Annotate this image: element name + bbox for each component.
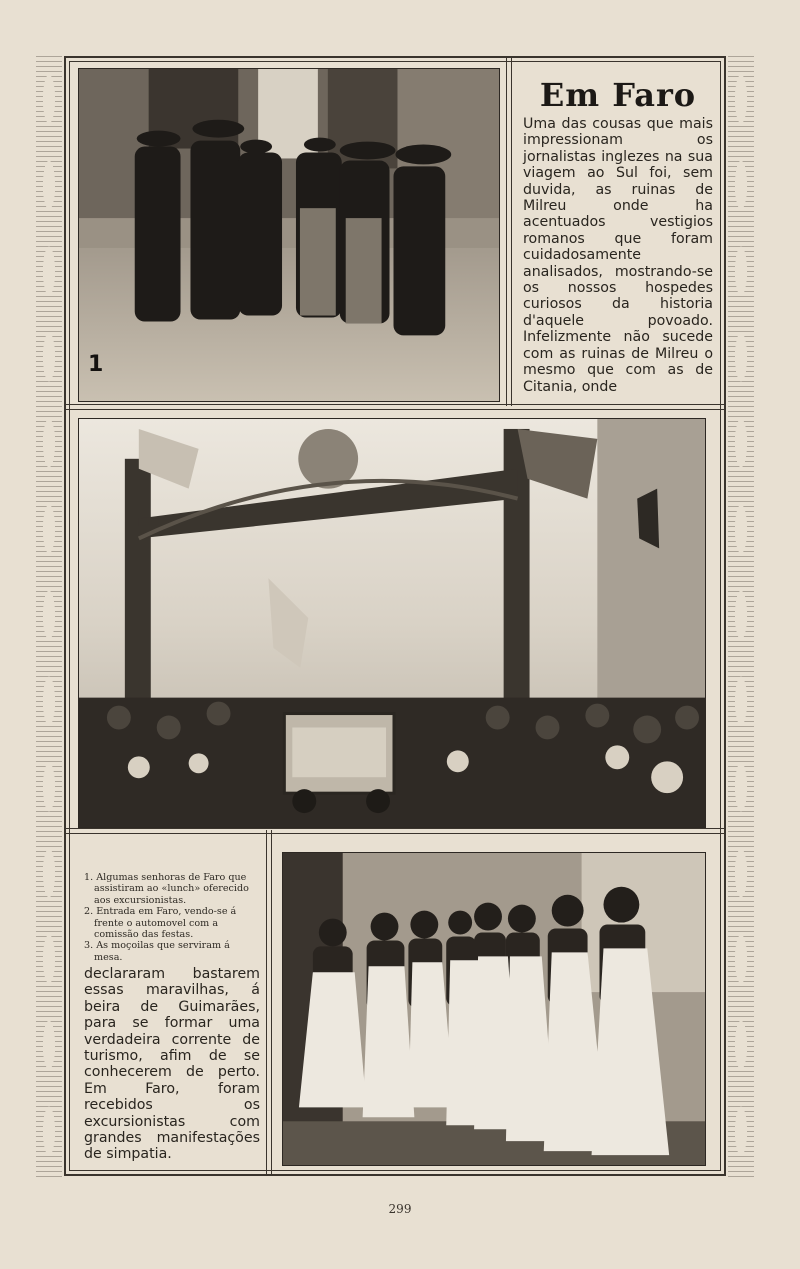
article-text-part2: declararam bastarem essas maravilhas, á beira de Guimarães, para se formar uma verdadeira corrente de turismo, afim de se conhecerem de perto. Em Faro, foram recebidos os excursionistas com grandes manifestações de simpatia. — [84, 966, 260, 1163]
frame-rule-bottom — [66, 828, 724, 834]
caption-2: 2. Entrada em Faro, vendo-se á frente o automovel com a comissão das festas. — [84, 906, 237, 941]
caption-3: 3. As moçoilas que serviram á mesa. — [84, 940, 230, 963]
photo-captions — [84, 872, 256, 963]
frame-rule-bottom-divider — [266, 830, 272, 1174]
photo-women-group — [78, 68, 500, 402]
photo-maids-group — [282, 852, 706, 1166]
photo-arch-crowd-icon — [79, 419, 705, 827]
left-decorative-border — [36, 56, 62, 1180]
article-title: Em Faro — [539, 76, 697, 114]
photo-maids-group-icon — [283, 853, 705, 1165]
page-number: 299 — [388, 1202, 412, 1216]
photo-women-group-icon — [79, 69, 499, 401]
frame-rule-top — [66, 404, 724, 410]
caption-1: 1. Algumas senhoras de Faro que assistiram ao «lunch» oferecido aos excursionistas. — [84, 872, 249, 906]
article-text-part1: Uma das cousas que mais impressionam os jornalistas inglezes na sua viagem ao Sul foi, sem duvida, as ruinas de Milreu onde ha acentuados vestigios romanos que foram cuidadosamente analisados, mostrando-se os nossos hospedes curiosos da historia d'aquele povoado. Infelizmente não sucede com as ruinas de Milreu o mesmo que com as de Citania, onde — [523, 116, 713, 395]
frame-rule-top-divider — [506, 58, 512, 406]
photo-arch-crowd — [78, 418, 706, 828]
right-decorative-border — [728, 56, 754, 1180]
photo-1-number: 1 — [88, 352, 104, 377]
